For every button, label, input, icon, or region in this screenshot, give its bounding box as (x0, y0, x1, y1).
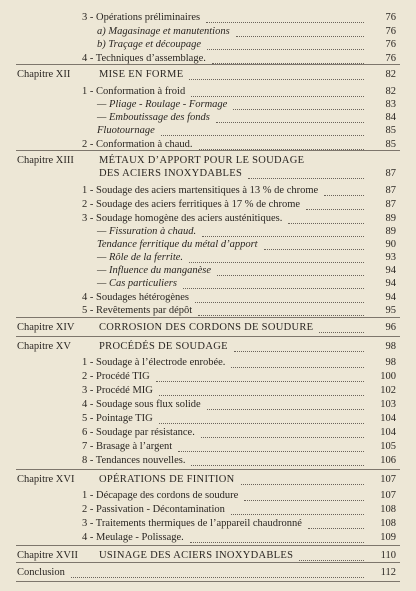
page-number: 104 (380, 427, 396, 438)
entry-label: 1 - Décapage des cordons de soudure (82, 490, 239, 501)
dot-leader (71, 576, 364, 578)
dot-leader (159, 394, 364, 396)
section-entry (0, 453, 416, 469)
page-number: 94 (385, 292, 396, 303)
section-entry (0, 530, 416, 546)
entry-label: — Rôle de la ferrite. (97, 252, 184, 263)
entry-label: 2 - Conformation à chaud. (82, 139, 193, 150)
dot-leader (207, 48, 364, 50)
entry-label: 4 - Soudages hétérogènes (82, 292, 190, 303)
dot-leader (248, 177, 364, 179)
chapter-entry (0, 472, 416, 488)
chapter-entry (0, 565, 416, 581)
entry-label: 6 - Soudage par résistance. (82, 427, 195, 438)
dot-leader (319, 331, 364, 333)
entry-label: 4 - Soudage sous flux solide (82, 399, 201, 410)
entry-label: — Emboutissage des fonds (97, 112, 210, 123)
dot-leader (306, 208, 364, 210)
entry-label: 7 - Brasage à l’argent (82, 441, 173, 452)
page-number: 87 (385, 199, 396, 210)
page-number: 106 (380, 455, 396, 466)
dot-leader (190, 541, 364, 543)
chapter-number: Conclusion (17, 567, 65, 578)
page-number: 76 (385, 26, 396, 37)
dot-leader (234, 350, 364, 352)
page-number: 85 (385, 139, 396, 150)
entry-label: 2 - Passivation - Décontamination (82, 504, 225, 515)
entry-label: — Pliage - Roulage - Formage (97, 99, 228, 110)
section-entry (0, 51, 416, 67)
chapter-title: MÉTAUX D’APPORT POUR LE SOUDAGE (99, 155, 305, 166)
dot-leader (183, 287, 364, 289)
chapter-number: Chapitre XIV (17, 322, 75, 333)
dot-leader (206, 21, 364, 23)
dot-leader (199, 148, 364, 150)
dot-leader (207, 408, 364, 410)
page-number: 100 (380, 371, 396, 382)
dot-leader (241, 483, 364, 485)
chapter-entry (0, 548, 416, 564)
page-number: 76 (385, 12, 396, 23)
page-number: 83 (385, 99, 396, 110)
dot-leader (231, 513, 364, 515)
entry-label: a) Magasinage et manutentions (97, 26, 230, 37)
entry-label: 1 - Conformation à froid (82, 86, 186, 97)
entry-label: 8 - Tendances nouvelles. (82, 455, 186, 466)
chapter-number: Chapitre XVII (17, 550, 78, 561)
divider (16, 469, 400, 470)
page-number: 107 (380, 474, 396, 485)
dot-leader (231, 366, 364, 368)
page-number: 98 (385, 341, 396, 352)
entry-label: 4 - Techniques d’assemblage. (82, 53, 206, 64)
entry-label: 1 - Soudage à l’électrode enrobée. (82, 357, 226, 368)
chapter-title: USINAGE DES ACIERS INOXYDABLES (99, 550, 294, 561)
page-number: 105 (380, 441, 396, 452)
dot-leader (159, 422, 364, 424)
page-number: 87 (385, 168, 396, 179)
page-number: 94 (385, 265, 396, 276)
entry-label: b) Traçage et découpage (97, 39, 202, 50)
chapter-title: MISE EN FORME (99, 69, 184, 80)
page-number: 82 (385, 86, 396, 97)
page-number: 96 (385, 322, 396, 333)
dot-leader (191, 464, 364, 466)
page-number: 110 (380, 550, 396, 561)
chapter-title: CORROSION DES CORDONS DE SOUDURE (99, 322, 314, 333)
dot-leader (161, 134, 364, 136)
page-number: 85 (385, 125, 396, 136)
dot-leader (198, 314, 364, 316)
entry-label: 3 - Procédé MIG (82, 385, 153, 396)
page-number: 89 (385, 226, 396, 237)
divider (16, 336, 400, 337)
entry-label: Tendance ferritique du métal d’apport (97, 239, 258, 250)
entry-label: 3 - Opérations préliminaires (82, 12, 201, 23)
page-number: 104 (380, 413, 396, 424)
dot-leader (299, 559, 364, 561)
entry-label: 2 - Soudage des aciers ferritiques à 17 % de chrome (82, 199, 301, 210)
entry-label: — Influence du manganèse (97, 265, 212, 276)
entry-label: 2 - Procédé TIG (82, 371, 150, 382)
entry-label: 5 - Revêtements par dépôt (82, 305, 193, 316)
chapter-entry (0, 166, 416, 182)
page-number: 108 (380, 518, 396, 529)
page-number: 112 (380, 567, 396, 578)
section-entry (0, 137, 416, 153)
page-number: 82 (385, 69, 396, 80)
dot-leader (178, 450, 364, 452)
page-number: 76 (385, 39, 396, 50)
page-number: 109 (380, 532, 396, 543)
page-number: 84 (385, 112, 396, 123)
entry-label: — Cas particuliers (97, 278, 177, 289)
page-number: 76 (385, 53, 396, 64)
section-entry (0, 303, 416, 319)
page-number: 90 (385, 239, 396, 250)
chapter-title: PROCÉDÉS DE SOUDAGE (99, 341, 228, 352)
dot-leader (244, 499, 364, 501)
page-number: 89 (385, 213, 396, 224)
chapter-entry (0, 339, 416, 355)
chapter-title: DES ACIERS INOXYDABLES (99, 168, 243, 179)
page-number: 98 (385, 357, 396, 368)
chapter-entry (0, 67, 416, 83)
chapter-number: Chapitre XII (17, 69, 71, 80)
chapter-title: OPÉRATIONS DE FINITION (99, 474, 235, 485)
page-number: 107 (380, 490, 396, 501)
entry-label: 3 - Soudage homogène des aciers austénitiques. (82, 213, 283, 224)
entry-label: 4 - Meulage - Polissage. (82, 532, 184, 543)
entry-label: Fluotournage (97, 125, 155, 136)
dot-leader (156, 380, 364, 382)
entry-label: 3 - Traitements thermiques de l’appareil chaudronné (82, 518, 302, 529)
entry-label: — Fissuration à chaud. (97, 226, 197, 237)
divider (16, 581, 400, 582)
chapter-number: Chapitre XVI (17, 474, 75, 485)
chapter-entry (0, 320, 416, 336)
page-number: 102 (380, 385, 396, 396)
page-number: 87 (385, 185, 396, 196)
page-number: 93 (385, 252, 396, 263)
page-number: 95 (385, 305, 396, 316)
dot-leader (201, 436, 364, 438)
entry-label: 1 - Soudage des aciers martensitiques à 13 % de chrome (82, 185, 319, 196)
dot-leader (324, 194, 364, 196)
chapter-number: Chapitre XIII (17, 155, 74, 166)
page-number: 103 (380, 399, 396, 410)
dot-leader (308, 527, 364, 529)
entry-label: 5 - Pointage TIG (82, 413, 153, 424)
dot-leader (189, 78, 364, 80)
page-number: 108 (380, 504, 396, 515)
page-number: 94 (385, 278, 396, 289)
dot-leader (212, 62, 364, 64)
chapter-number: Chapitre XV (17, 341, 71, 352)
